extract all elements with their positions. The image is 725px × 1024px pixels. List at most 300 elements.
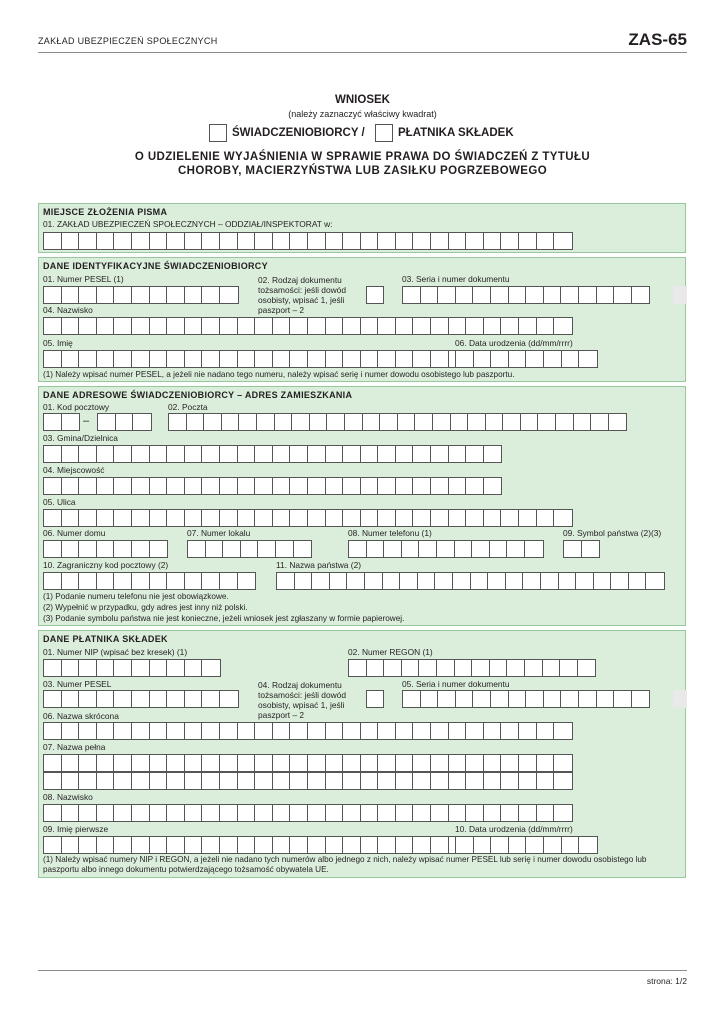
char-cell[interactable] [79, 837, 97, 853]
char-cell[interactable] [365, 573, 383, 589]
payer-pesel-input[interactable] [43, 690, 239, 708]
char-cell[interactable] [132, 318, 150, 334]
country-name-input[interactable] [276, 572, 665, 590]
char-cell[interactable] [62, 837, 80, 853]
char-cell[interactable] [473, 287, 491, 303]
char-cell[interactable] [509, 837, 527, 853]
char-cell[interactable] [343, 351, 361, 367]
char-cell[interactable] [562, 837, 580, 853]
char-cell[interactable] [326, 723, 344, 739]
char-cell[interactable] [97, 351, 115, 367]
char-cell[interactable] [413, 805, 431, 821]
char-cell[interactable] [290, 233, 308, 249]
char-cell[interactable] [484, 773, 502, 789]
char-cell[interactable] [132, 691, 150, 707]
char-cell[interactable] [44, 755, 62, 771]
char-cell[interactable] [582, 541, 600, 557]
char-cell[interactable] [133, 414, 151, 430]
char-cell[interactable] [597, 287, 615, 303]
char-cell[interactable] [44, 318, 62, 334]
char-cell[interactable] [79, 805, 97, 821]
char-cell[interactable] [255, 723, 273, 739]
char-cell[interactable] [326, 755, 344, 771]
char-cell[interactable] [509, 351, 527, 367]
char-cell[interactable] [273, 351, 291, 367]
char-cell[interactable] [474, 837, 492, 853]
char-cell[interactable] [559, 573, 577, 589]
char-cell[interactable] [114, 318, 132, 334]
char-cell[interactable] [114, 351, 132, 367]
char-cell[interactable] [327, 414, 345, 430]
char-cell[interactable] [185, 318, 203, 334]
phone-number-input[interactable] [348, 540, 544, 558]
char-cell[interactable] [343, 805, 361, 821]
char-cell[interactable] [421, 691, 439, 707]
char-cell[interactable] [44, 287, 62, 303]
char-cell[interactable] [44, 837, 62, 853]
char-cell[interactable] [255, 351, 273, 367]
char-cell[interactable] [132, 233, 150, 249]
char-cell[interactable] [290, 805, 308, 821]
char-cell[interactable] [361, 837, 379, 853]
char-cell[interactable] [345, 414, 363, 430]
char-cell[interactable] [579, 351, 597, 367]
full-name-input-row2[interactable] [43, 772, 573, 790]
char-cell[interactable] [537, 755, 555, 771]
char-cell[interactable] [132, 541, 150, 557]
char-cell[interactable] [308, 837, 326, 853]
char-cell[interactable] [484, 755, 502, 771]
char-cell[interactable] [202, 755, 220, 771]
char-cell[interactable] [255, 478, 273, 494]
char-cell[interactable] [537, 233, 555, 249]
char-cell[interactable] [431, 837, 449, 853]
char-cell[interactable] [519, 805, 537, 821]
char-cell[interactable] [403, 287, 421, 303]
char-cell[interactable] [273, 478, 291, 494]
char-cell[interactable] [44, 478, 62, 494]
char-cell[interactable] [378, 351, 396, 367]
char-cell[interactable] [466, 773, 484, 789]
char-cell[interactable] [290, 723, 308, 739]
char-cell[interactable] [519, 755, 537, 771]
char-cell[interactable] [275, 414, 293, 430]
char-cell[interactable] [431, 233, 449, 249]
char-cell[interactable] [167, 805, 185, 821]
char-cell[interactable] [273, 837, 291, 853]
char-cell[interactable] [449, 510, 467, 526]
char-cell[interactable] [167, 723, 185, 739]
char-cell[interactable] [453, 573, 471, 589]
char-cell[interactable] [343, 837, 361, 853]
char-cell[interactable] [150, 837, 168, 853]
char-cell[interactable] [132, 755, 150, 771]
char-cell[interactable] [378, 446, 396, 462]
char-cell[interactable] [206, 541, 224, 557]
char-cell[interactable] [413, 446, 431, 462]
char-cell[interactable] [579, 837, 597, 853]
char-cell[interactable] [594, 573, 612, 589]
nip-input[interactable] [43, 659, 221, 677]
char-cell[interactable] [220, 318, 238, 334]
char-cell[interactable] [114, 773, 132, 789]
char-cell[interactable] [255, 755, 273, 771]
char-cell[interactable] [44, 233, 62, 249]
char-cell[interactable] [62, 351, 80, 367]
char-cell[interactable] [132, 287, 150, 303]
char-cell[interactable] [343, 233, 361, 249]
char-cell[interactable] [609, 414, 627, 430]
char-cell[interactable] [449, 773, 467, 789]
char-cell[interactable] [238, 755, 256, 771]
char-cell[interactable] [466, 478, 484, 494]
char-cell[interactable] [541, 573, 559, 589]
char-cell[interactable] [167, 318, 185, 334]
char-cell[interactable] [611, 573, 629, 589]
char-cell[interactable] [185, 837, 203, 853]
char-cell[interactable] [501, 805, 519, 821]
char-cell[interactable] [202, 318, 220, 334]
char-cell[interactable] [526, 691, 544, 707]
char-cell[interactable] [418, 573, 436, 589]
char-cell[interactable] [396, 446, 414, 462]
char-cell[interactable] [378, 318, 396, 334]
char-cell[interactable] [561, 691, 579, 707]
char-cell[interactable] [79, 318, 97, 334]
char-cell[interactable] [97, 773, 115, 789]
char-cell[interactable] [62, 318, 80, 334]
char-cell[interactable] [202, 837, 220, 853]
char-cell[interactable] [97, 805, 115, 821]
char-cell[interactable] [97, 660, 115, 676]
char-cell[interactable] [326, 805, 344, 821]
char-cell[interactable] [167, 691, 185, 707]
char-cell[interactable] [484, 805, 502, 821]
char-cell[interactable] [79, 510, 97, 526]
char-cell[interactable] [202, 478, 220, 494]
postal-code-part2-input[interactable] [97, 413, 152, 431]
char-cell[interactable] [488, 573, 506, 589]
char-cell[interactable] [167, 233, 185, 249]
char-cell[interactable] [419, 541, 437, 557]
char-cell[interactable] [97, 691, 115, 707]
char-cell[interactable] [466, 755, 484, 771]
char-cell[interactable] [114, 287, 132, 303]
char-cell[interactable] [491, 691, 509, 707]
char-cell[interactable] [188, 541, 206, 557]
char-cell[interactable] [114, 573, 132, 589]
char-cell[interactable] [361, 351, 379, 367]
char-cell[interactable] [202, 773, 220, 789]
char-cell[interactable] [150, 541, 168, 557]
char-cell[interactable] [238, 805, 256, 821]
char-cell[interactable] [431, 351, 449, 367]
char-cell[interactable] [438, 691, 456, 707]
char-cell[interactable] [361, 723, 379, 739]
char-cell[interactable] [384, 541, 402, 557]
char-cell[interactable] [132, 510, 150, 526]
char-cell[interactable] [554, 755, 572, 771]
short-name-input[interactable] [43, 722, 573, 740]
char-cell[interactable] [326, 233, 344, 249]
char-cell[interactable] [255, 233, 273, 249]
char-cell[interactable] [519, 510, 537, 526]
char-cell[interactable] [468, 414, 486, 430]
char-cell[interactable] [378, 773, 396, 789]
char-cell[interactable] [97, 723, 115, 739]
char-cell[interactable] [378, 233, 396, 249]
char-cell[interactable] [396, 837, 414, 853]
char-cell[interactable] [202, 691, 220, 707]
char-cell[interactable] [349, 541, 367, 557]
char-cell[interactable] [273, 773, 291, 789]
char-cell[interactable] [273, 446, 291, 462]
char-cell[interactable] [525, 541, 543, 557]
char-cell[interactable] [44, 573, 62, 589]
char-cell[interactable] [484, 446, 502, 462]
char-cell[interactable] [431, 446, 449, 462]
char-cell[interactable] [579, 691, 597, 707]
char-cell[interactable] [167, 478, 185, 494]
char-cell[interactable] [167, 446, 185, 462]
char-cell[interactable] [255, 318, 273, 334]
birth-date-input[interactable] [455, 350, 598, 368]
char-cell[interactable] [449, 478, 467, 494]
char-cell[interactable] [378, 723, 396, 739]
char-cell[interactable] [632, 691, 650, 707]
char-cell[interactable] [238, 318, 256, 334]
payer-birth-date-input[interactable] [455, 836, 598, 854]
char-cell[interactable] [343, 755, 361, 771]
char-cell[interactable] [466, 318, 484, 334]
char-cell[interactable] [456, 287, 474, 303]
char-cell[interactable] [361, 805, 379, 821]
char-cell[interactable] [466, 233, 484, 249]
checkbox-contribution-payer[interactable] [375, 124, 393, 142]
char-cell[interactable] [238, 233, 256, 249]
char-cell[interactable] [150, 573, 168, 589]
char-cell[interactable] [490, 660, 508, 676]
char-cell[interactable] [79, 446, 97, 462]
char-cell[interactable] [62, 414, 80, 430]
char-cell[interactable] [150, 233, 168, 249]
char-cell[interactable] [378, 478, 396, 494]
char-cell[interactable] [290, 446, 308, 462]
char-cell[interactable] [150, 723, 168, 739]
char-cell[interactable] [560, 660, 578, 676]
char-cell[interactable] [97, 573, 115, 589]
char-cell[interactable] [169, 414, 187, 430]
char-cell[interactable] [554, 723, 572, 739]
char-cell[interactable] [220, 691, 238, 707]
char-cell[interactable] [150, 446, 168, 462]
char-cell[interactable] [185, 723, 203, 739]
char-cell[interactable] [79, 723, 97, 739]
char-cell[interactable] [114, 541, 132, 557]
locality-input[interactable] [43, 477, 502, 495]
payer-first-name-input[interactable] [43, 836, 467, 854]
char-cell[interactable] [114, 723, 132, 739]
char-cell[interactable] [220, 287, 238, 303]
char-cell[interactable] [525, 660, 543, 676]
char-cell[interactable] [185, 446, 203, 462]
char-cell[interactable] [431, 805, 449, 821]
char-cell[interactable] [167, 351, 185, 367]
char-cell[interactable] [562, 351, 580, 367]
char-cell[interactable] [97, 318, 115, 334]
char-cell[interactable] [361, 446, 379, 462]
char-cell[interactable] [79, 660, 97, 676]
char-cell[interactable] [484, 233, 502, 249]
char-cell[interactable] [554, 510, 572, 526]
char-cell[interactable] [308, 510, 326, 526]
char-cell[interactable] [396, 755, 414, 771]
char-cell[interactable] [361, 510, 379, 526]
char-cell[interactable] [132, 805, 150, 821]
char-cell[interactable] [437, 541, 455, 557]
office-input[interactable] [43, 232, 573, 250]
municipality-input[interactable] [43, 445, 502, 463]
char-cell[interactable] [490, 541, 508, 557]
char-cell[interactable] [501, 318, 519, 334]
char-cell[interactable] [202, 723, 220, 739]
char-cell[interactable] [378, 755, 396, 771]
char-cell[interactable] [308, 478, 326, 494]
char-cell[interactable] [116, 414, 134, 430]
char-cell[interactable] [413, 755, 431, 771]
char-cell[interactable] [343, 723, 361, 739]
char-cell[interactable] [98, 414, 116, 430]
char-cell[interactable] [290, 755, 308, 771]
char-cell[interactable] [526, 837, 544, 853]
char-cell[interactable] [62, 723, 80, 739]
char-cell[interactable] [509, 691, 527, 707]
char-cell[interactable] [114, 660, 132, 676]
char-cell[interactable] [396, 723, 414, 739]
payer-document-type-input[interactable] [366, 690, 384, 708]
char-cell[interactable] [378, 837, 396, 853]
char-cell[interactable] [150, 691, 168, 707]
char-cell[interactable] [431, 510, 449, 526]
char-cell[interactable] [506, 573, 524, 589]
char-cell[interactable] [519, 233, 537, 249]
char-cell[interactable] [308, 233, 326, 249]
char-cell[interactable] [79, 541, 97, 557]
char-cell[interactable] [185, 510, 203, 526]
char-cell[interactable] [150, 660, 168, 676]
char-cell[interactable] [258, 541, 276, 557]
char-cell[interactable] [501, 510, 519, 526]
char-cell[interactable] [44, 351, 62, 367]
char-cell[interactable] [97, 287, 115, 303]
char-cell[interactable] [114, 805, 132, 821]
char-cell[interactable] [363, 414, 381, 430]
char-cell[interactable] [62, 755, 80, 771]
char-cell[interactable] [396, 233, 414, 249]
char-cell[interactable] [273, 755, 291, 771]
char-cell[interactable] [185, 233, 203, 249]
char-cell[interactable] [486, 414, 504, 430]
char-cell[interactable] [185, 805, 203, 821]
char-cell[interactable] [402, 660, 420, 676]
char-cell[interactable] [466, 805, 484, 821]
char-cell[interactable] [361, 755, 379, 771]
char-cell[interactable] [255, 446, 273, 462]
foreign-postal-code-input[interactable] [43, 572, 256, 590]
char-cell[interactable] [326, 318, 344, 334]
char-cell[interactable] [62, 773, 80, 789]
char-cell[interactable] [466, 723, 484, 739]
char-cell[interactable] [538, 414, 556, 430]
char-cell[interactable] [484, 723, 502, 739]
char-cell[interactable] [132, 351, 150, 367]
char-cell[interactable] [396, 318, 414, 334]
char-cell[interactable] [396, 773, 414, 789]
char-cell[interactable] [330, 573, 348, 589]
char-cell[interactable] [222, 414, 240, 430]
char-cell[interactable] [537, 805, 555, 821]
char-cell[interactable] [290, 510, 308, 526]
char-cell[interactable] [646, 573, 664, 589]
char-cell[interactable] [220, 773, 238, 789]
char-cell[interactable] [472, 541, 490, 557]
char-cell[interactable] [543, 660, 561, 676]
payer-document-number-input[interactable] [402, 690, 650, 708]
char-cell[interactable] [150, 805, 168, 821]
char-cell[interactable] [521, 414, 539, 430]
char-cell[interactable] [361, 318, 379, 334]
char-cell[interactable] [544, 691, 562, 707]
char-cell[interactable] [308, 805, 326, 821]
regon-input[interactable] [348, 659, 596, 677]
char-cell[interactable] [150, 773, 168, 789]
char-cell[interactable] [435, 573, 453, 589]
char-cell[interactable] [97, 510, 115, 526]
char-cell[interactable] [167, 755, 185, 771]
char-cell[interactable] [290, 318, 308, 334]
char-cell[interactable] [456, 691, 474, 707]
char-cell[interactable] [437, 660, 455, 676]
char-cell[interactable] [310, 414, 328, 430]
char-cell[interactable] [471, 573, 489, 589]
char-cell[interactable] [413, 233, 431, 249]
char-cell[interactable] [473, 691, 491, 707]
char-cell[interactable] [403, 691, 421, 707]
char-cell[interactable] [501, 723, 519, 739]
char-cell[interactable] [255, 510, 273, 526]
char-cell[interactable] [132, 773, 150, 789]
char-cell[interactable] [343, 446, 361, 462]
char-cell[interactable] [62, 446, 80, 462]
postal-code-part1-input[interactable] [43, 413, 80, 431]
char-cell[interactable] [326, 478, 344, 494]
char-cell[interactable] [185, 478, 203, 494]
char-cell[interactable] [97, 541, 115, 557]
char-cell[interactable] [523, 573, 541, 589]
char-cell[interactable] [220, 478, 238, 494]
char-cell[interactable] [97, 755, 115, 771]
char-cell[interactable] [185, 573, 203, 589]
char-cell[interactable] [308, 723, 326, 739]
char-cell[interactable] [396, 805, 414, 821]
char-cell[interactable] [44, 691, 62, 707]
char-cell[interactable] [62, 660, 80, 676]
char-cell[interactable] [44, 446, 62, 462]
char-cell[interactable] [519, 318, 537, 334]
char-cell[interactable] [380, 414, 398, 430]
char-cell[interactable] [579, 287, 597, 303]
char-cell[interactable] [629, 573, 647, 589]
